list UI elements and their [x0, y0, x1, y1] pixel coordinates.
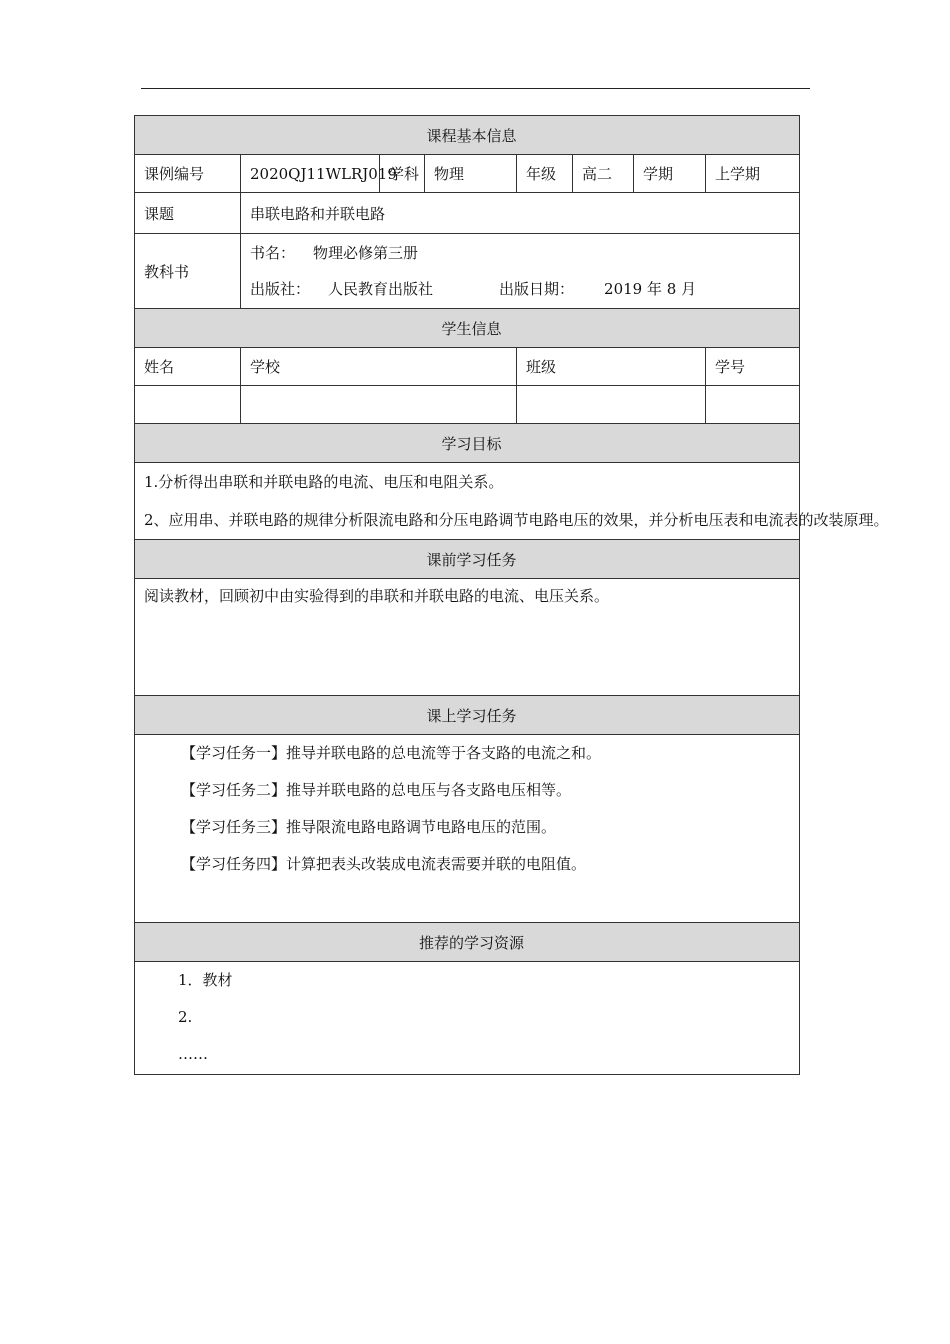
in-class-content [135, 735, 800, 923]
resource-item: …… [178, 1045, 208, 1063]
section-in-class-tasks: 课上学习任务 [135, 696, 800, 735]
pub-date-label: 出版日期： [499, 280, 575, 298]
student-id-label: 学号 [706, 348, 800, 386]
term-label: 学期 [634, 155, 706, 193]
section-pre-class-tasks: 课前学习任务 [135, 540, 800, 579]
textbook-details [241, 234, 800, 309]
school-field[interactable] [241, 386, 517, 424]
publisher-label: 出版社： [250, 280, 311, 298]
publisher-line [250, 271, 799, 307]
case-id-value: 2020QJ11WLRJ019 [241, 155, 380, 193]
pre-class-text: 阅读教材，回顾初中由实验得到的串联和并联电路的电流、电压关系。 [144, 587, 610, 605]
book-name-value: 物理必修第三册 [313, 244, 419, 262]
resource-item: 1．教材 [178, 971, 233, 989]
resources-content [135, 962, 800, 1075]
grade-value: 高二 [573, 155, 634, 193]
header-rule [141, 88, 810, 89]
pre-class-content [135, 579, 800, 696]
topic-value: 串联电路和并联电路 [241, 193, 800, 234]
goal-item: 1.分析得出串联和并联电路的电流、电压和电阻关系。 [144, 473, 504, 491]
section-resources: 推荐的学习资源 [135, 923, 800, 962]
name-label: 姓名 [135, 348, 241, 386]
task-item: 【学习任务三】推导限流电路电路调节电路电压的范围。 [181, 818, 557, 836]
book-name-line [250, 235, 799, 271]
name-field[interactable] [135, 386, 241, 424]
task-item: 【学习任务四】计算把表头改装成电流表需要并联的电阻值。 [181, 855, 587, 873]
case-id-label: 课例编号 [135, 155, 241, 193]
subject-value: 物理 [425, 155, 517, 193]
class-label: 班级 [517, 348, 706, 386]
task-item: 【学习任务二】推导并联电路的总电压与各支路电压相等。 [181, 781, 572, 799]
student-id-field[interactable] [706, 386, 800, 424]
task-item: 【学习任务一】推导并联电路的总电流等于各支路的电流之和。 [181, 744, 602, 762]
section-course-info: 课程基本信息 [135, 116, 800, 155]
class-field[interactable] [517, 386, 706, 424]
learning-goals-content [135, 463, 889, 540]
section-student-info: 学生信息 [135, 309, 800, 348]
publisher-value: 人民教育出版社 [328, 280, 434, 298]
pub-date-value: 2019 年 8 月 [604, 280, 697, 298]
grade-label: 年级 [517, 155, 573, 193]
course-table [134, 115, 889, 1075]
textbook-label: 教科书 [135, 234, 241, 309]
subject-label: 学科 [380, 155, 425, 193]
section-learning-goals: 学习目标 [135, 424, 800, 463]
resource-item: 2. [178, 1008, 193, 1026]
book-name-label: 书名： [250, 244, 296, 262]
school-label: 学校 [241, 348, 517, 386]
goal-item: 2、应用串、并联电路的规律分析限流电路和分压电路调节电路电压的效果，并分析电压表和电流表的改装原理。 [144, 511, 889, 529]
topic-label: 课题 [135, 193, 241, 234]
term-value: 上学期 [706, 155, 800, 193]
course-sheet [134, 115, 889, 1075]
